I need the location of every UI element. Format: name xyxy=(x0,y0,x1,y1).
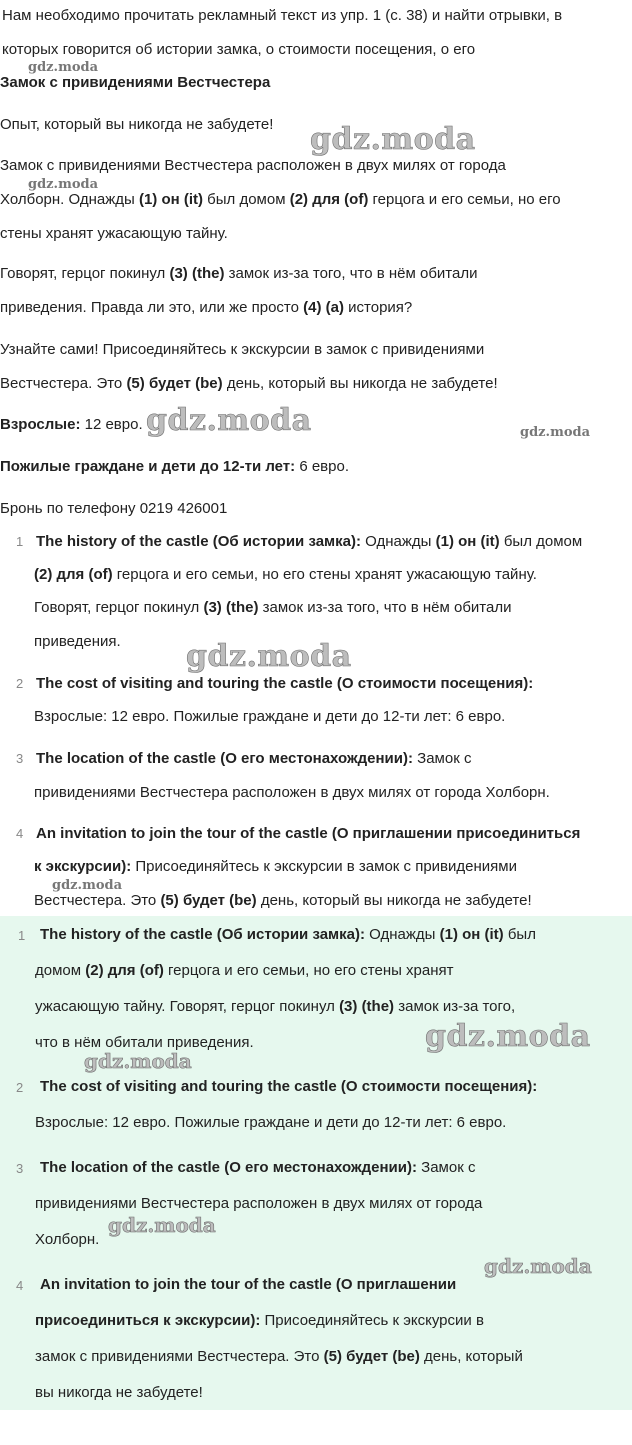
list-item-line: Говорят, герцог покинул (3) (the) замок из-за того, что в нём обитали xyxy=(34,599,512,616)
list-number: 1 xyxy=(18,928,26,943)
ad-paragraph-2-line-2: приведения. Правда ли это, или же просто (4) (a) история? xyxy=(0,299,413,316)
list-item-line: вы никогда не забудете! xyxy=(35,1384,203,1401)
list-number: 2 xyxy=(16,1080,24,1095)
list-item-line: An invitation to join the tour of the castle (О приглашении xyxy=(40,1276,457,1293)
list-item-line: Взрослые: 12 евро. Пожилые граждане и дети до 12-ти лет: 6 евро. xyxy=(35,1114,507,1131)
intro-line-2: которых говорится об истории замка, о стоимости посещения, о его xyxy=(2,41,476,58)
list-item-line: приведения. xyxy=(34,633,121,650)
watermark-logo: gdz.moda xyxy=(484,1254,592,1278)
list-item-line: присоединиться к экскурсии): Присоединяйтесь к экскурсии в xyxy=(35,1312,484,1329)
list-item-line: (2) для (of) герцога и его семьи, но его стены хранят ужасающую тайну. xyxy=(34,566,537,583)
watermark-logo: gdz.moda xyxy=(52,878,123,893)
ad-tagline: Опыт, который вы никогда не забудете! xyxy=(0,116,274,133)
list-item-line: ужасающую тайну. Говорят, герцог покинул (3) (the) замок из-за того, xyxy=(35,998,516,1015)
list-item-line: Взрослые: 12 евро. Пожилые граждане и дети до 12-ти лет: 6 евро. xyxy=(34,708,506,725)
watermark-logo: gdz.moda xyxy=(186,639,352,674)
list-number: 4 xyxy=(16,1278,24,1293)
watermark-logo: gdz.moda xyxy=(28,177,99,192)
list-item-line: замок с привидениями Вестчестера. Это (5) будет (be) день, который xyxy=(35,1348,523,1365)
ad-paragraph-1-line-3: стены хранят ужасающую тайну. xyxy=(0,225,228,242)
watermark-logo: gdz.moda xyxy=(108,1213,216,1237)
watermark-logo: gdz.moda xyxy=(520,425,591,440)
ad-paragraph-3-line-2: Вестчестера. Это (5) будет (be) день, который вы никогда не забудете! xyxy=(0,375,498,392)
list-number: 2 xyxy=(16,676,24,691)
list-item-line: Холборн. xyxy=(35,1231,100,1248)
list-item-line: Вестчестера. Это (5) будет (be) день, который вы никогда не забудете! xyxy=(34,892,532,909)
list-item-line: к экскурсии): Присоединяйтесь к экскурсии в замок с привидениями xyxy=(34,858,517,875)
watermark-logo: gdz.moda xyxy=(146,403,312,438)
list-item-line: домом (2) для (of) герцога и его семьи, но его стены хранят xyxy=(35,962,454,979)
list-item-line: привидениями Вестчестера расположен в двух милях от города Холборн. xyxy=(34,784,550,801)
intro-line-1: Нам необходимо прочитать рекламный текст из упр. 1 (с. 38) и найти отрывки, в xyxy=(2,7,563,24)
ad-paragraph-1-line-1: Замок с привидениями Вестчестера расположен в двух милях от города xyxy=(0,157,506,174)
ad-booking: Бронь по телефону 0219 426001 xyxy=(0,500,228,517)
ad-paragraph-1-line-2: Холборн. Однажды (1) он (it) был домом (2) для (of) герцога и его семьи, но его xyxy=(0,191,561,208)
watermark-logo: gdz.moda xyxy=(28,60,99,75)
list-item-line: привидениями Вестчестера расположен в двух милях от города xyxy=(35,1195,483,1212)
list-item-line: что в нём обитали приведения. xyxy=(35,1034,254,1051)
ad-price-seniors: Пожилые граждане и дети до 12-ти лет: 6 евро. xyxy=(0,458,349,475)
ad-paragraph-3-line-1: Узнайте сами! Присоединяйтесь к экскурсии в замок с привидениями xyxy=(0,341,485,358)
list-item-line: The cost of visiting and touring the castle (О стоимости посещения): xyxy=(40,1078,538,1095)
watermark-logo: gdz.moda xyxy=(425,1019,591,1054)
list-item-line: The location of the castle (О его местонахождении): Замок с xyxy=(36,750,472,767)
list-number: 3 xyxy=(16,751,24,766)
list-item-line: The history of the castle (Об истории замка): Однажды (1) он (it) был xyxy=(40,926,536,943)
watermark-logo: gdz.moda xyxy=(310,122,476,157)
list-number: 3 xyxy=(16,1161,24,1176)
list-item-line: The cost of visiting and touring the castle (О стоимости посещения): xyxy=(36,675,534,692)
ad-paragraph-2-line-1: Говорят, герцог покинул (3) (the) замок из-за того, что в нём обитали xyxy=(0,265,478,282)
list-item-line: An invitation to join the tour of the castle (О приглашении присоединиться xyxy=(36,825,581,842)
list-item-line: The history of the castle (Об истории замка): Однажды (1) он (it) был домом xyxy=(36,533,583,550)
watermark-logo: gdz.moda xyxy=(84,1049,192,1073)
list-number: 1 xyxy=(16,534,24,549)
ad-price-adults: Взрослые: 12 евро. xyxy=(0,416,143,433)
list-item-line: The location of the castle (О его местонахождении): Замок с xyxy=(40,1159,476,1176)
ad-title: Замок с привидениями Вестчестера xyxy=(0,74,271,91)
list-number: 4 xyxy=(16,826,24,841)
